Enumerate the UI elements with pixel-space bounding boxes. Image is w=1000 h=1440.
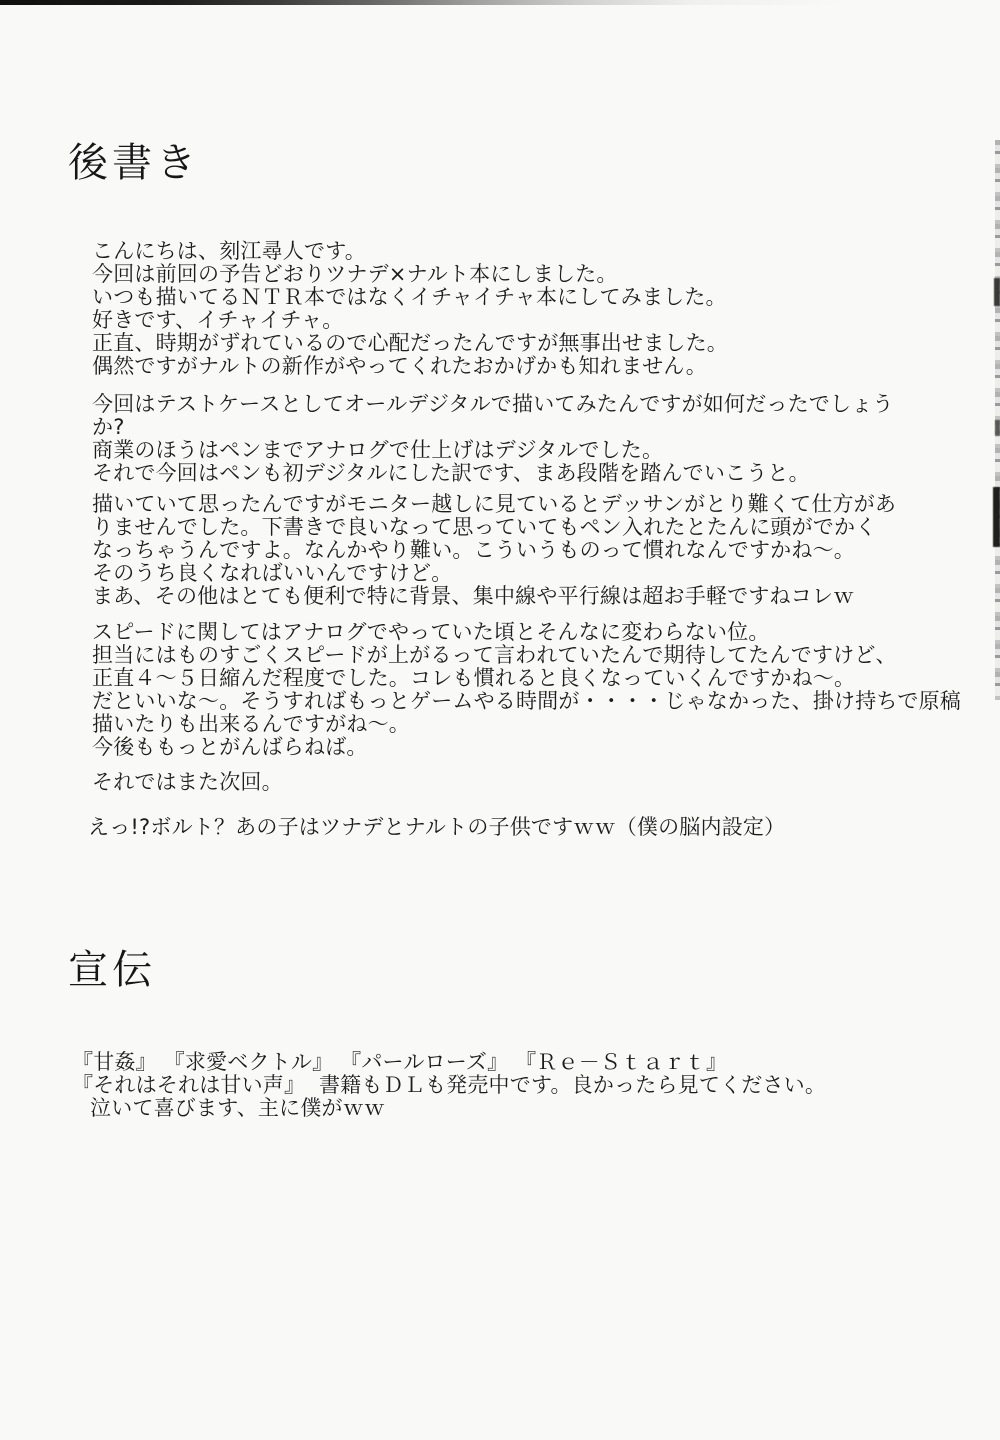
text-line: 今回はテストケースとしてオールデジタルで描いてみたんですが如何だったでしょう <box>92 392 894 416</box>
scan-artifact-right-mark-1 <box>994 278 1000 306</box>
text-line: それではまた次回。 <box>92 770 283 794</box>
text-line: 正直、時期がずれているので心配だったんですが無事出せました。 <box>92 331 728 355</box>
text-line: 描いていて思ったんですがモニター越しに見ているとデッサンがとり難くて仕方があ <box>92 492 897 516</box>
advertisement-section-title: 宣伝 <box>68 947 156 993</box>
scan-artifact-right-mark-3 <box>993 487 1000 547</box>
text-line: 正直４～５日縮んだ程度でした。コレも慣れると良くなっていくんですかね～。 <box>92 666 856 690</box>
text-line: 偶然ですがナルトの新作がやってくれたおかげかも知れません。 <box>92 354 708 378</box>
afterword-closing <box>92 771 283 794</box>
afterword-paragraph-drawing-difficulty <box>92 493 896 608</box>
text-line: それで今回はペンも初デジタルにした訳です、まあ段階を踏んでいこうと。 <box>92 461 810 485</box>
afterword-paragraph-greeting <box>92 240 728 378</box>
afterword-paragraph-speed <box>92 621 961 759</box>
text-line: 今回は前回の予告どおりツナデ×ナルト本にしました。 <box>92 262 618 286</box>
scan-artifact-top-edge <box>0 0 920 5</box>
text-line: そのうち良くなればいいんですけど。 <box>92 561 453 585</box>
text-line: えっ!?ボルト？あの子はツナデとナルトの子供ですｗｗ（僕の脳内設定） <box>88 815 786 839</box>
text-line: りませんでした。下書きで良いなって思っていてもペン入れたとたんに頭がでかく <box>92 515 877 539</box>
scan-artifact-right-mark-2 <box>995 420 1000 436</box>
text-line: 今後ももっとがんばらねば。 <box>92 735 368 759</box>
ad-titles-line: 『甘姦』 『求愛ベクトル』 『パールローズ』 『Ｒｅ－Ｓｔａｒｔ』 <box>72 1050 728 1074</box>
text-line: なっちゃうんですよ。なんかやり難い。こういうものって慣れなんですかね～。 <box>92 538 855 562</box>
afterword-section-title: 後書き <box>68 140 200 186</box>
text-line: 描いたりも出来るんですがね～。 <box>92 712 410 736</box>
text-line: こんにちは、刻江尋人です。 <box>92 239 366 263</box>
ad-joke-line: 泣いて喜びます、主に僕がｗｗ <box>90 1096 386 1120</box>
advertisement-text <box>72 1051 826 1120</box>
text-line: 担当にはものすごくスピードが上がるって言われていたんで期待してたんですけど、 <box>92 643 897 667</box>
text-line: だといいな～。そうすればもっとゲームやる時間が・・・・じゃなかった、掛け持ちで原稿 <box>92 689 961 713</box>
afterword-postscript <box>88 816 785 839</box>
text-line: いつも描いてるＮＴＲ本ではなくイチャイチャ本にしてみました。 <box>92 285 727 309</box>
afterword-paragraph-digital-test <box>92 393 894 485</box>
text-line: か? <box>92 415 125 439</box>
text-line: 好きです、イチャイチャ。 <box>92 308 344 332</box>
text-line: まあ、その他はとても便利で特に背景、集中線や平行線は超お手軽ですねコレｗ <box>92 584 855 608</box>
text-line: スピードに関してはアナログでやっていた頃とそんなに変わらない位。 <box>92 620 770 644</box>
text-line: 商業のほうはペンまでアナログで仕上げはデジタルでした。 <box>92 438 664 462</box>
ad-availability-line: 『それはそれは甘い声』 書籍もＤＬも発売中です。良かったら見てください。 <box>72 1073 827 1097</box>
